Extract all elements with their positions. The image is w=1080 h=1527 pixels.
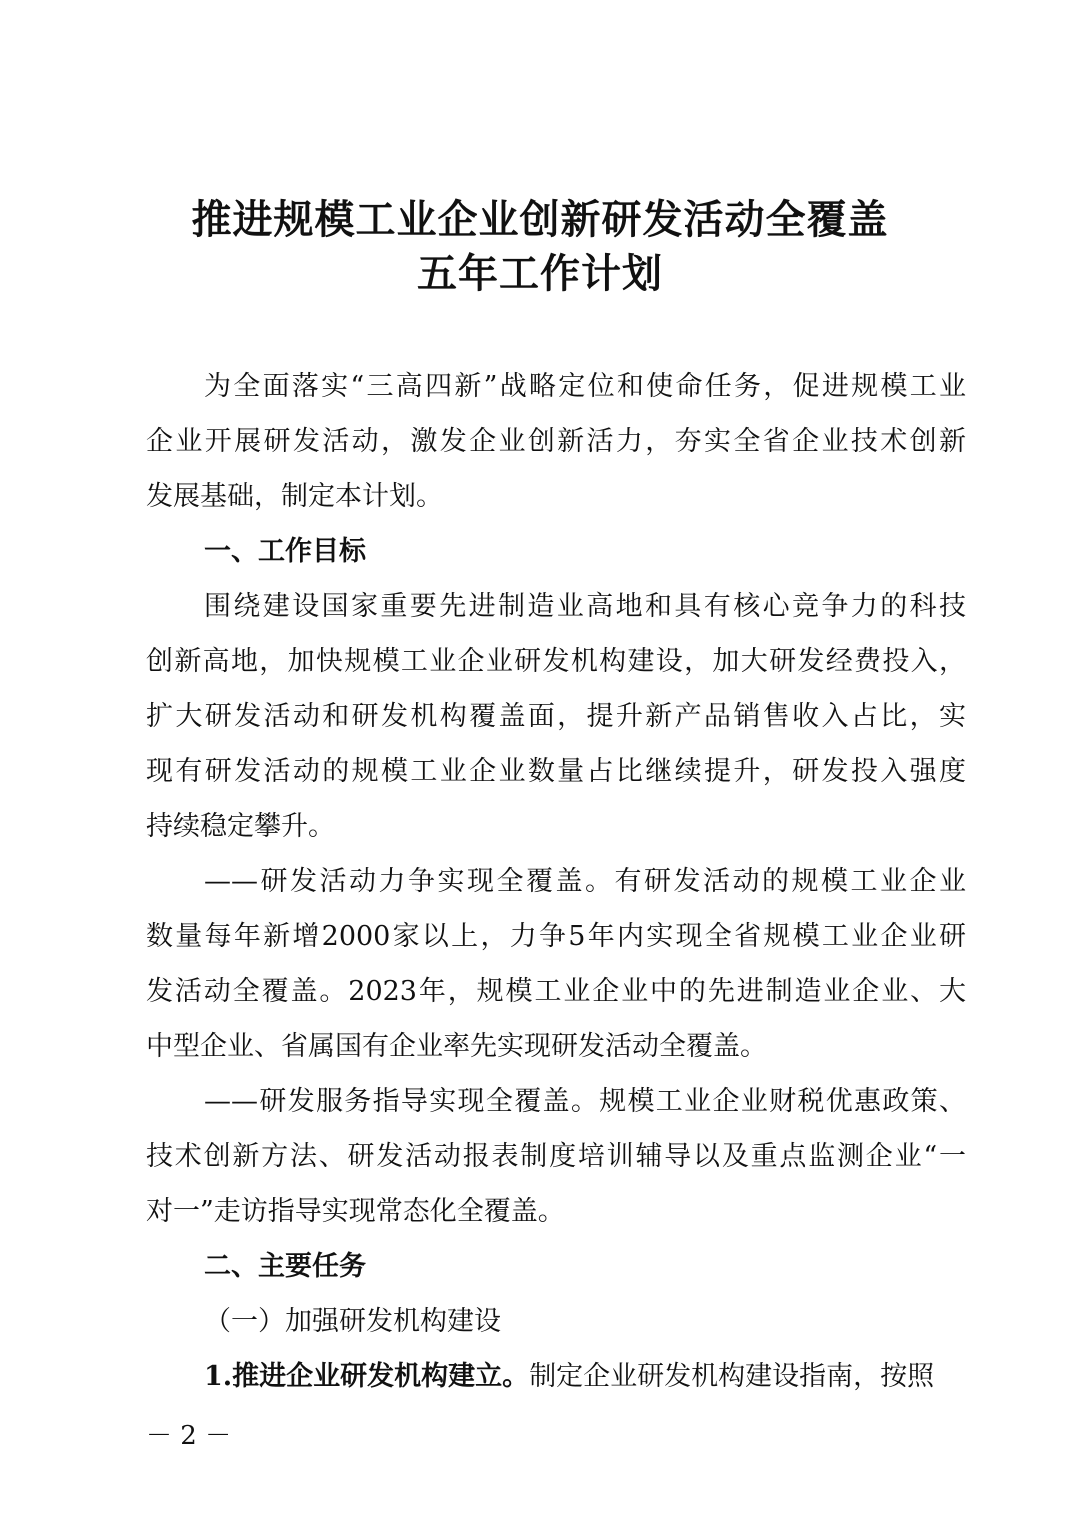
goal-1-line-2: 数量每年新增2000家以上，力争5年内实现全省规模工业企业研 (146, 921, 966, 952)
page-number: － 2 － (146, 1421, 232, 1451)
section-1-line-5: 持续稳定攀升。 (146, 811, 335, 842)
section-2-heading: 二、主要任务 (204, 1251, 366, 1282)
section-1-line-1: 围绕建设国家重要先进制造业高地和具有核心竞争力的科技 (204, 591, 966, 622)
subsection-1-heading: （一）加强研发机构建设 (204, 1306, 501, 1337)
section-1-heading: 一、工作目标 (204, 536, 366, 567)
section-1-line-2: 创新高地，加快规模工业企业研发机构建设，加大研发经费投入， (146, 646, 966, 677)
section-1-line-3: 扩大研发活动和研发机构覆盖面，提升新产品销售收入占比，实 (146, 701, 966, 732)
item-1-lead: 1.推进企业研发机构建立。 (204, 1361, 530, 1392)
document-title-line-1: 推进规模工业企业创新研发活动全覆盖 (191, 197, 889, 243)
goal-1-line-1: ——研发活动力争实现全覆盖。有研发活动的规模工业企业 (204, 866, 966, 897)
goal-2-line-1: ——研发服务指导实现全覆盖。规模工业企业财税优惠政策、 (204, 1086, 966, 1117)
goal-2-line-2: 技术创新方法、研发活动报表制度培训辅导以及重点监测企业“一 (146, 1141, 966, 1172)
section-1-line-4: 现有研发活动的规模工业企业数量占比继续提升，研发投入强度 (146, 756, 966, 787)
document-title-line-2: 五年工作计划 (417, 251, 663, 297)
intro-line-1: 为全面落实“三高四新”战略定位和使命任务，促进规模工业 (204, 371, 966, 402)
item-1-text: 制定企业研发机构建设指南，按照 (529, 1361, 935, 1392)
item-1-line (204, 1359, 966, 1395)
intro-line-2: 企业开展研发活动，激发企业创新活力，夯实全省企业技术创新 (146, 426, 966, 457)
goal-2-line-3: 对一”走访指导实现常态化全覆盖。 (146, 1196, 565, 1227)
goal-1-line-3: 发活动全覆盖。2023年，规模工业企业中的先进制造业企业、大 (146, 976, 966, 1007)
intro-line-3: 发展基础，制定本计划。 (146, 481, 443, 512)
goal-1-line-4: 中型企业、省属国有企业率先实现研发活动全覆盖。 (146, 1031, 767, 1062)
